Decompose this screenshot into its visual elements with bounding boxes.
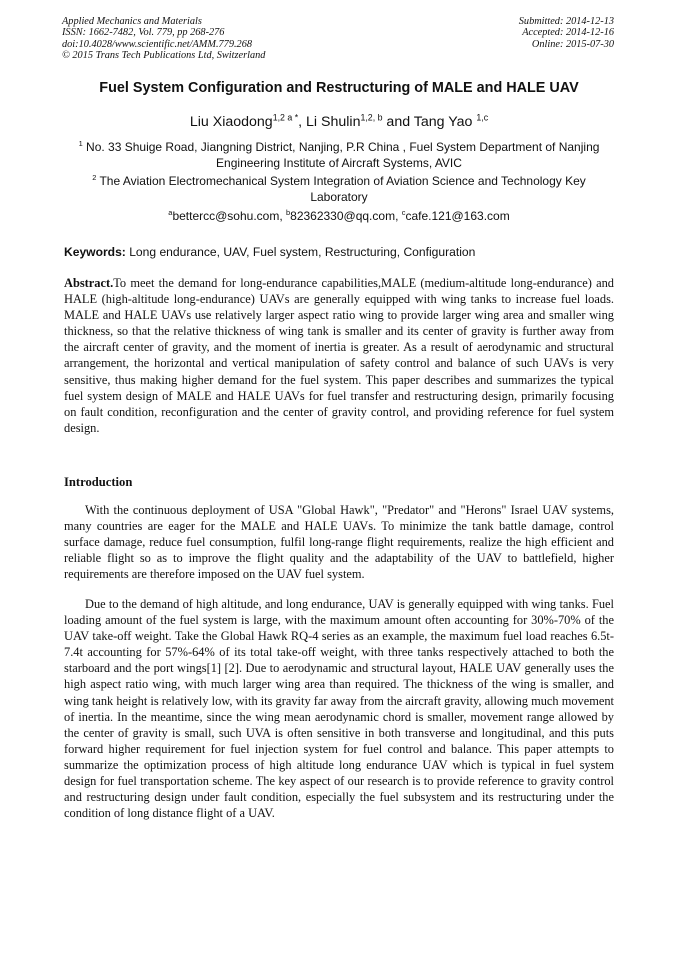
journal-doi: doi:10.4028/www.scientific.net/AMM.779.268 xyxy=(62,38,252,50)
journal-header xyxy=(62,16,265,62)
author-affiliation-mark: 1,2, b xyxy=(360,112,383,123)
abstract-text: To meet the demand for long-endurance capabilities,MALE (medium-altitude long-endurance) and HALE (high-altitude long-endurance) UAVs are generally equipped with wing tanks to increase fuel loads. MALE and HALE UAVs use relatively larger aspect ratio wing to provide larger wing area and smaller wing thickness, so that the relative thickness of wing tank is smaller and its center of gravity is further away from the aircraft center of gravity, and the moment of inertia is greater. As a result of aerodynamic and structural arrangement, the horizontal and vertical manipulation of safety control and balance of such UAVs is very sensitive, thus making higher demand for the fuel system. This paper describes and summarizes the typical fuel system design of MALE and HALE UAVs for fuel transfer and restructuring design, primarily focusing on fault condition, reconfiguration and the center of gravity control, and providing reference for fuel system design. xyxy=(64,276,614,435)
affiliation xyxy=(62,139,616,171)
author-separator: and xyxy=(382,114,414,130)
affiliation-text: No. 33 Shuige Road, Jiangning District, Nanjing, P.R China , Fuel System Department of Nanjing Engineering Institute of Aircraft Systems, AVIC xyxy=(82,140,600,170)
author-emails xyxy=(0,209,678,223)
section-heading-introduction: Introduction xyxy=(64,475,133,489)
abstract-label: Abstract. xyxy=(64,276,114,290)
journal-issn: ISSN: 1662-7482, Vol. 779, pp 268-276 xyxy=(62,27,225,39)
affiliation-mark: 1 xyxy=(78,139,83,148)
author-name: Li Shulin xyxy=(306,114,361,130)
author-name: Liu Xiaodong xyxy=(189,114,273,130)
journal-copyright: © 2015 Trans Tech Publications Ltd, Switzerland xyxy=(62,50,266,62)
author-affiliation-mark: 1,c xyxy=(476,112,489,123)
dates-header xyxy=(519,16,614,50)
affiliation-text: The Aviation Electromechanical System Integration of Aviation Science and Technology Key Laboratory xyxy=(96,174,586,204)
affiliation xyxy=(62,173,616,205)
author-separator: , xyxy=(298,114,307,130)
author-affiliation-mark: 1,2 a * xyxy=(272,112,299,123)
body-paragraph: With the continuous deployment of USA "Global Hawk", "Predator" and "Herons" Israel UAV systems, many countries are eager for the MALE and HALE UAVs. To minimize the tank battle damage, control surface damage, reduce fuel consumption, fulfil long-range flight requirements, realize the high efficient and reliable flight so as to improve the flight quality and the adaptability of the UAV to battlefield, higher requirements are therefore imposed on the UAV fuel system. xyxy=(64,503,614,582)
submitted-date: Submitted: 2014-12-13 xyxy=(518,16,614,27)
keywords-text: Long endurance, UAV, Fuel system, Restructuring, Configuration xyxy=(125,245,476,259)
email-mark: a xyxy=(168,208,173,217)
author-list xyxy=(0,114,678,130)
email-mark: b xyxy=(286,208,291,217)
author-name: Tang Yao xyxy=(413,114,477,130)
email-address: 82362330@qq.com, xyxy=(290,209,402,223)
abstract xyxy=(64,275,614,436)
online-date: Online: 2015-07-30 xyxy=(531,38,614,50)
paper-title: Fuel System Configuration and Restructuring of MALE and HALE UAV xyxy=(99,80,579,96)
email-mark: c xyxy=(401,208,406,217)
journal-name: Applied Mechanics and Materials xyxy=(62,16,202,27)
affiliation-mark: 2 xyxy=(92,173,97,182)
email-address: cafe.121@163.com xyxy=(405,209,510,223)
accepted-date: Accepted: 2014-12-16 xyxy=(522,27,614,39)
email-address: bettercc@sohu.com, xyxy=(172,209,286,223)
keywords-label: Keywords: xyxy=(64,245,126,259)
body-paragraph: Due to the demand of high altitude, and long endurance, UAV is generally equipped with wing tanks. Fuel loading amount of the fuel system is large, with the maximum amount often accounting for 30%-70% of the UAV take-off weight. Take the Global Hawk RQ-4 series as an example, the maximum fuel load reaches 6.5t-7.4t accounting for 57%-64% of its total take-off weight, with three tanks respectively attached to both the starboard and the port wings[1] [2]. Due to aerodynamic and structural layout, HALE UAV generally uses the high aspect ratio wing, with much larger wing area than required. The thickness of the wing is smaller, and wing tank height is relatively low, with its gravity far away from the aircraft gravity, allowing much movement of inertia. In the meantime, since the wing mean aerodynamic chord is smaller, movement range allowed by the center of gravity is small, such UVA is often sensitive in both transverse and longitudinal, and this puts forward higher requirement for fuel injection system for fuel control and balance. This paper attempts to summarize the optimization process of high altitude long endurance UAV which is typical in fuel system design for fuel transportation scheme. The key aspect of our research is to provide reference to gravity control and restructuring design under fault condition, especially the fuel subsystem and its restructuring under the condition of long distance flight of a UAV. xyxy=(64,597,614,821)
keywords xyxy=(64,245,475,259)
